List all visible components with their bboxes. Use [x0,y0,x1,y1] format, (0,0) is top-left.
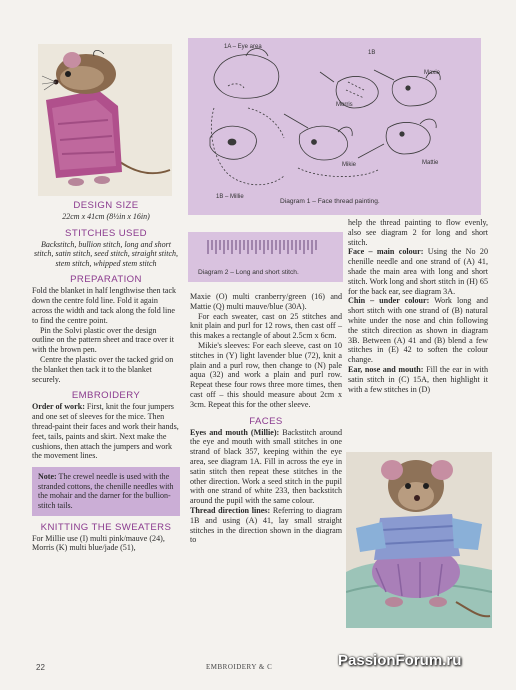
diagram-2-long-short-stitch [188,232,343,282]
ear-nose-mouth-paragraph [348,365,488,394]
middle-paragraph-1: Maxie (O) multi cranberry/green (16) and Mattie (Q) multi mauve/blue (30A). [190,292,342,311]
diagram-1-face-thread-painting [188,38,481,215]
note-text: The crewel needle is used with the stranded cottons, the chenille needles with the mohair and the darner for the bullion-stitch tails. [38,472,174,510]
order-of-work-label: Order of work: [32,402,85,412]
ear-nose-mouth-text: Fill the ear in with satin stitch in (C) 15A, then highlight it with a few stitches in (D) [348,364,488,394]
note-box [32,467,180,515]
preparation-heading: PREPARATION [70,274,142,286]
face-main-colour-label: Face – main colour: [348,247,424,257]
thread-direction-text: Referring to diagram 1B and using (A) 41, lay small straight stitches in the direction shown in the diagram to [190,505,343,545]
diagram-1-caption: Diagram 1 – Face thread painting. [280,198,380,205]
thread-direction-paragraph [190,506,342,545]
preparation-paragraph-2: Pin the Solvi plastic over the design outline on the pattern sheet and trace over it with the brown pen. [32,325,175,355]
eyes-mouth-label: Eyes and mouth (Millie): [190,427,280,437]
chin-under-colour-text: Work long and short stitch with one strand of (B) natural white under the nose and chin following the stitch direction as shown in diagram 3B. Between (A) 41 and (B) blend a few stitches in (E) 42 to soften the colour change. [348,296,489,365]
order-of-work-text: First, knit the four jumpers and one set of sleeves for the mice. Then thread-paint their faces and work their hands, feet, tails, paints and skirt. Next make the cushions, then attach the jumpers and work the movement lines. [32,402,179,461]
embroidery-heading: EMBROIDERY [71,390,141,402]
chin-under-colour-paragraph [348,296,488,365]
diagram-2-caption: Diagram 2 – Long and short stitch. [198,269,299,276]
diagram-1b-label: 1B [368,50,376,56]
mouse-photo-top-illustration [38,44,172,196]
design-size-value: 22cm x 41cm (8½in x 16in) [62,212,150,221]
diagram-millie-label: 1B – Millie [216,194,244,200]
mouse-embroidery-photo-top [38,44,172,196]
chin-under-colour-label: Chin – under colour: [348,296,430,306]
knitting-paragraph: For Millie use (I) multi pink/mauve (24), Morris (K) multi blue/jade (51), [32,533,165,553]
stitches-used-list: Backstitch, bullion stitch, long and short stitch, satin stitch, seed stitch, straight stitch, stem stitch, whipped stem stitch [34,239,178,268]
face-main-colour-text: Using the No 20 chenille needle and one strand of (A) 41, shade the main area with long and short stitch. Work long and short stitch in (H) 65 for the back ear, see diagram 3A. [348,247,488,296]
faces-heading: FACES [249,415,283,427]
diagram-mattie-label: Mattie [422,160,439,166]
diagram-1-line-drawing [188,38,481,215]
stitches-used-heading: STITCHES USED [65,227,147,239]
preparation-paragraph-3: Centre the plastic over the tacked grid on the blanket then tack it to the blanket securely. [32,354,174,384]
diagram-2-stitch-lines [188,232,343,268]
middle-paragraph-2: For each sweater, cast on 25 stitches and knit plain and purl for 12 rows, then cast off – this makes a rectangle of about 2.5cm x 6cm. [190,311,342,341]
diagram-1a-label: 1A – Eye area [224,44,262,50]
ear-nose-mouth-label: Ear, nose and mouth: [348,364,424,374]
preparation-paragraph-1: Fold the blanket in half lengthwise then tack down the centre fold line. Fold it again across the width and tack along the fold line to find the centre point. [32,286,177,325]
mouse-embroidery-photo-bottom [346,452,492,628]
note-label: Note: [38,472,57,482]
page-number: 22 [36,663,45,672]
order-of-work-paragraph [32,402,180,461]
face-main-colour-paragraph [348,247,488,296]
eyes-mouth-text: Backstitch around the eye and mouth with small stitches in one strand of black 357, keeping within the eye area, see diagram 1A. Fill in across the eye in satin stitch then repeat these stitches in the other direction. Work a seed stitch in the pupil with one strand of white 233, then backstitch around the pupil with the same colour. [190,427,343,506]
right-column [348,218,488,394]
left-column [32,200,180,553]
eyes-mouth-paragraph [190,428,342,506]
right-paragraph-1: help the thread painting to flow evenly, also see diagram 2 for long and short stitch. [348,218,488,247]
middle-paragraph-3: Mikie's sleeves: For each sleeve, cast on 10 stitches in (Y) light lavender blue (72), knit a plain and a purl row, then change to (N) pale aqua (32) and work a plain and purl row. Repeat these four rows three more times, then cast off – this should measure about 2cm x 3cm. Repeat this for the other sleeve. [190,340,342,409]
diagram-maxie-label: Maxie [424,70,441,76]
diagram-morris-label: Morris [336,102,353,108]
design-size-heading: DESIGN SIZE [73,200,139,211]
diagram-mikie-label: Mikie [342,162,357,168]
mouse-photo-bottom-illustration [346,452,492,628]
thread-direction-label: Thread direction lines: [190,505,271,515]
middle-column [190,292,342,545]
knitting-sweaters-heading: KNITTING THE SWEATERS [40,521,172,533]
running-head: EMBROIDERY & C [206,663,273,671]
watermark: PassionForum.ru [338,652,462,669]
